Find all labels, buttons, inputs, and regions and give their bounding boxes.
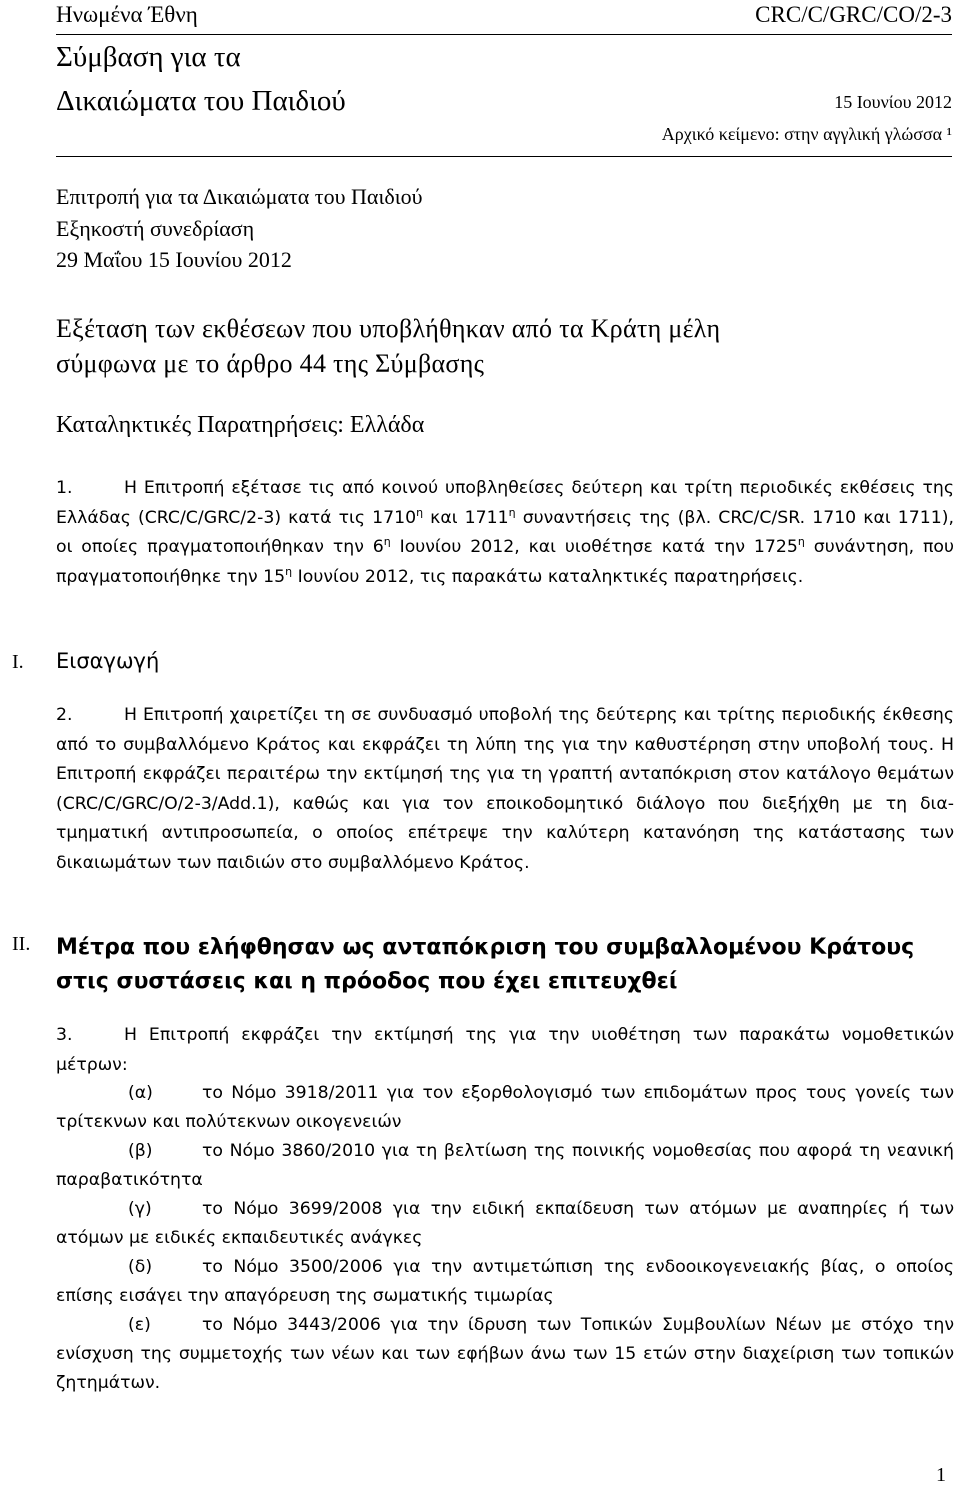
committee-name: Επιτροπή για τα Δικαιώματα του Παιδιού xyxy=(56,184,423,209)
heading-line2: σύμφωνα με το άρθρο 44 της Σύμβασης xyxy=(56,349,485,378)
page-number: 1 xyxy=(936,1464,946,1486)
heading-line1: Εξέταση των εκθέσεων που υποβλήθηκαν από τα Κράτη μέλη xyxy=(56,314,721,343)
header-rule xyxy=(56,34,952,35)
list-item: (α) το Νόμο 3918/2011 για τον εξορθολογισμό των επιδομάτων προς τους γονείς των τρίτεκνων και πολύτεκνων οικογενειών xyxy=(56,1083,954,1132)
section-2-numeral: II. xyxy=(12,933,31,955)
paragraph-number: 3. xyxy=(56,1025,73,1045)
paragraph-number: 1. xyxy=(56,478,73,498)
section-2-title-line2: στις συστάσεις και η πρόοδος που έχει επιτευχθεί xyxy=(56,969,678,994)
paragraph-3: 3. Η Επιτροπή εκφράζει την εκτίμησή της για την υιοθέτηση των παρακάτω νομοθετικών μέτρων: xyxy=(56,1021,954,1080)
convention-title-line2: Δικαιώματα του Παιδιού xyxy=(56,85,346,117)
title-rule xyxy=(56,156,952,157)
paragraph-number: 2. xyxy=(56,705,73,725)
list-item: (β) το Νόμο 3860/2010 για τη βελτίωση της ποινικής νομοθεσίας που αφορά τη νεανική παραβατικότητα xyxy=(56,1141,954,1190)
paragraph-2: 2. Η Επιτροπή χαιρετίζει τη σε συνδυασμό υποβολή της δεύτερης και τρίτης περιοδικής έκθεσης από το συμβαλλόμενο Κράτος και εκφράζει τη λύπη της για την καθυστέρηση στην υποβολή τους. Η Επιτροπή εκφράζει περαιτέρω την εκτίμησή της για τη γραπτή ανταπόκριση στον κατάλογο θεμάτων (CRC/C/GRC/O/2-3/Add.1), καθώς και για τον εποικοδομητικό διάλογο που διεξήχθη με τη δια-τμηματική αντιπροσωπεία, ο οποίος επέτρεψε την καλύτερη κατανόηση της κατάστασης των δικαιωμάτων των παιδιών στο συμβαλλόμενο Κράτος. xyxy=(56,701,954,878)
list-item: (γ) το Νόμο 3699/2008 για την ειδική εκπαίδευση των ατόμων με αναπηρίες ή των ατόμων με ειδικές εκπαιδευτικές ανάγκες xyxy=(56,1199,954,1248)
committee-session: Εξηκοστή συνεδρίαση xyxy=(56,216,255,241)
document-date: 15 Ιουνίου 2012 xyxy=(834,92,952,112)
convention-title-line1: Σύμβαση για τα xyxy=(56,41,241,73)
heading-subtitle: Καταληκτικές Παρατηρήσεις: Ελλάδα xyxy=(56,412,425,438)
document-symbol: CRC/C/GRC/CO/2-3 xyxy=(755,2,952,27)
committee-dates: 29 Μαΐου 15 Ιουνίου 2012 xyxy=(56,247,292,272)
list-item: (δ) το Νόμο 3500/2006 για την αντιμετώπιση της ενδοοικογενειακής βίας, ο οποίος επίσης εισάγει την απαγόρευση της σωματικής τιμωρίας xyxy=(56,1257,954,1306)
section-2-title-line1: Μέτρα που ελήφθησαν ως ανταπόκριση του συμβαλλομένου Κράτους xyxy=(56,935,915,960)
original-language: Αρχικό κείμενο: στην αγγλική γλώσσα ¹ xyxy=(661,124,952,144)
section-1-numeral: I. xyxy=(12,651,24,673)
list-item: (ε) το Νόμο 3443/2006 για την ίδρυση των Τοπικών Συμβουλίων Νέων με στόχο την ενίσχυση της συμμετοχής των νέων και των εφήβων άνω των 15 ετών στην διαχείριση των τοπικών ζητημάτων. xyxy=(56,1315,954,1393)
paragraph-1: 1. Η Επιτροπή εξέτασε τις από κοινού υποβληθείσες δεύτερη και τρίτη περιοδικές εκθέσεις της Ελλάδας (CRC/C/GRC/2-3) κατά τις $1710^\eta$ και $1711^\eta$ συναντήσεις της (βλ. CRC/C/SR. 1710 και 1711), οι οποίες πραγματοποιήθηκαν την $6^\eta$ Ιουνίου 2012, και υιοθέτησε κατά την $1725^\eta$ συνάντηση, που πραγματοποιήθηκε την $15^\eta$ Ιουνίου 2012, τις παρακάτω καταληκτικές παρατηρήσεις. xyxy=(56,474,954,592)
section-1-title: Εισαγωγή xyxy=(56,649,160,673)
header-organization: Ηνωμένα Έθνη xyxy=(56,2,198,27)
